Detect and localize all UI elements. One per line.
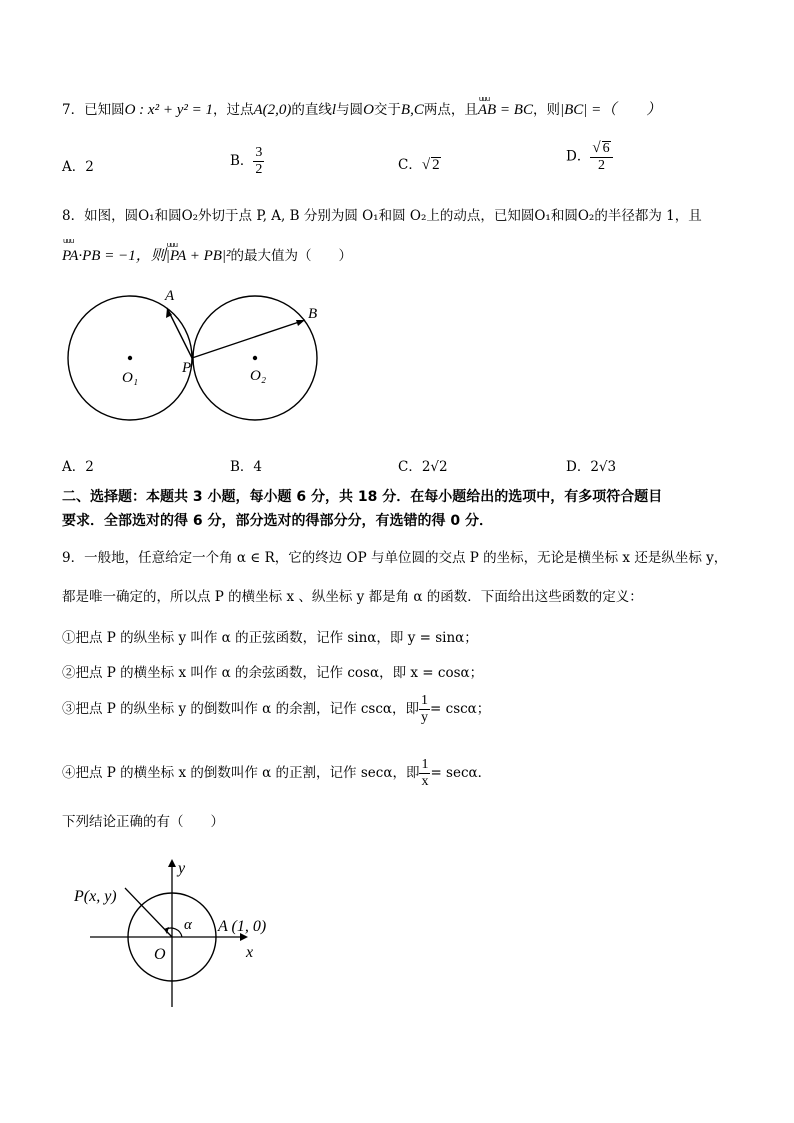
section2-heading-line1: 二、选择题：本题共 3 小题，每小题 6 分，共 18 分．在每小题给出的选项中，有多项符合题目 <box>62 489 663 505</box>
q7-option-d: D． $\frac{√ 6}{2}$ <box>566 140 613 174</box>
q8-option-d: D．2√3 <box>566 459 617 475</box>
q7-option-b: B． $\frac{3}{2}$ <box>230 145 263 177</box>
label-o: O <box>154 946 166 963</box>
center-o1 <box>128 356 132 360</box>
label-o2: O₂ <box>250 368 267 384</box>
label-alpha: α <box>184 917 192 933</box>
center-o2 <box>253 356 257 360</box>
y-axis-arrow <box>168 859 176 867</box>
q8-option-c: C．2√2 <box>398 459 448 475</box>
label-o1: O₁ <box>122 370 139 386</box>
q9-prompt: 下列结论正确的有（ ） <box>62 814 224 830</box>
q8-figure <box>60 280 330 425</box>
q9-stem-line2: 都是唯一确定的，所以点 P 的横坐标 x 、纵坐标 y 都是角 α 的函数．下面给出这些函数的定义： <box>62 589 643 605</box>
q9-stem-line1: 9．一般地，任意给定一个角 α ∈ R，它的终边 OP 与单位圆的交点 P 的坐标，无论是横坐标 x 还是纵坐标 y， <box>62 550 728 566</box>
label-a: A (1, 0) <box>218 918 267 935</box>
label-a: A <box>165 288 175 304</box>
q7-option-c: C．√ 2 <box>398 157 440 173</box>
q7-stem: 7．已知圆O : x² + y² = 1，过点A(2,0)的直线l与圆O交于B,C两点，且uuu AB = BC，则|BC| =（ ） <box>62 98 661 119</box>
q9-def2: ②把点 P 的横坐标 x 叫作 α 的余弦函数，记作 cosα，即 x = cosα； <box>62 665 484 681</box>
q9-def4: ④把点 P 的横坐标 x 的倒数叫作 α 的正割，记作 secα，即 $\frac{1}{x}$ = secα． <box>62 757 492 789</box>
q9-figure <box>70 855 300 1015</box>
label-b: B <box>308 306 318 322</box>
q9-def3: ③把点 P 的纵坐标 y 的倒数叫作 α 的余割，记作 cscα，即 $\frac{1}{y}$ = cscα； <box>62 693 491 725</box>
q8-stem-line1: 8．如图，圆O₁和圆O₂外切于点 P, A, B 分别为圆 O₁和圆 O₂上的动点，已知圆O₁和圆O₂的半径都为 1，且 <box>62 208 702 224</box>
q7-option-a: A．2 <box>62 159 94 175</box>
q8-option-a: A．2 <box>62 459 94 475</box>
section2-heading-line2: 要求．全部选对的得 6 分，部分选对的得部分分，有选错的得 0 分． <box>62 513 493 529</box>
q9-def1: ①把点 P 的纵坐标 y 叫作 α 的正弦函数，记作 sinα，即 y = sinα； <box>62 630 478 646</box>
label-x: x <box>246 944 254 961</box>
label-p: P(x, y) <box>74 888 117 905</box>
arrow-head-b <box>296 320 305 326</box>
vector-pb <box>192 320 305 358</box>
label-p: P <box>182 360 192 376</box>
label-y: y <box>178 860 186 877</box>
q8-stem-line2: uuu PA·PB = −1，则uuu |PA + PB|²的最大值为（ ） <box>62 244 352 265</box>
q8-option-b: B．4 <box>230 459 263 475</box>
